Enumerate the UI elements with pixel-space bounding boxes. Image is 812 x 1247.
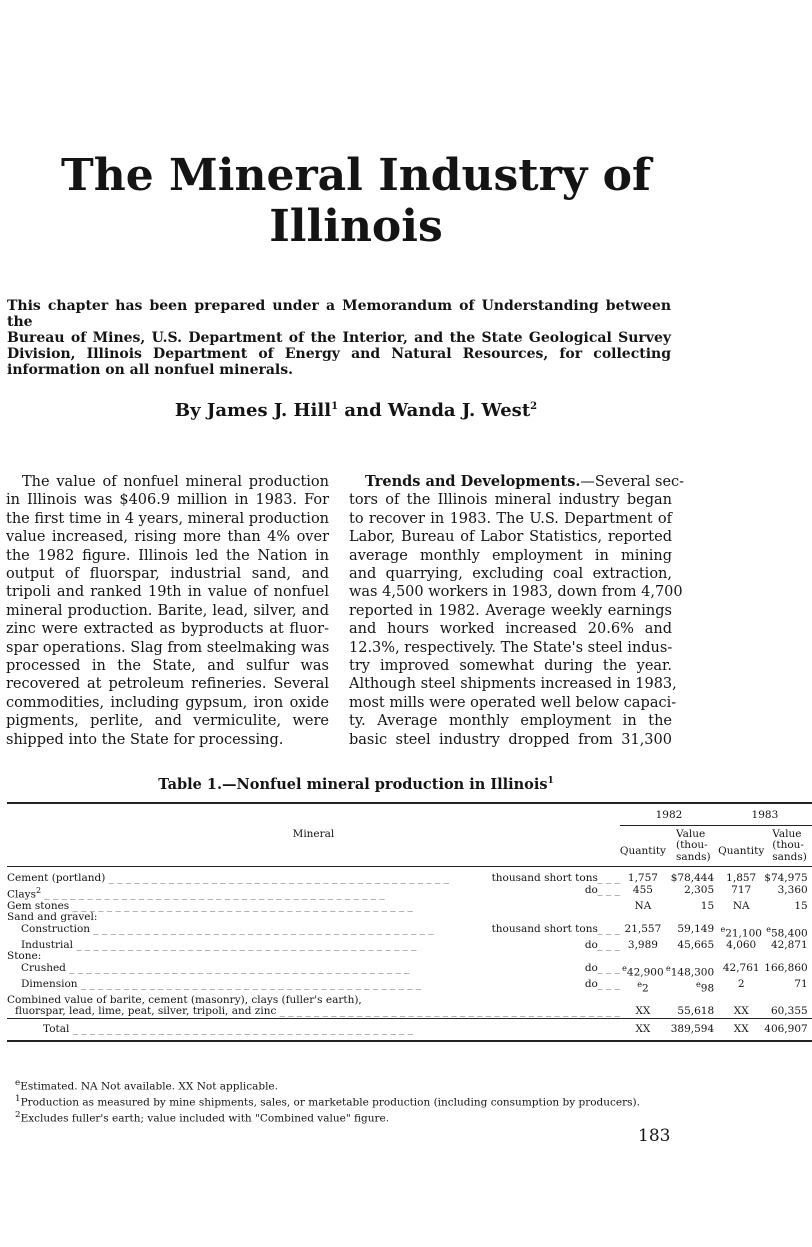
cell-q2: XX [733,1022,749,1035]
page-number: 183 [638,1126,671,1146]
intro-line: Bureau of Mines, U.S. Department of the Interior, and the State Geological Survey [7,330,671,346]
body-line: most mills were operated well below capaci- [349,694,677,711]
cell-v1: $^e$148,300 [665,963,715,978]
body-line: pigments, perlite, and vermiculite, were [6,713,329,730]
body-line: and hours worked increased 20.6% and [349,621,672,638]
cell-q1: 21,557 [624,922,662,935]
table-row [7,901,812,913]
table-caption-text: Table 1.—Nonfuel mineral production in Illinois [158,776,548,793]
body-line: ty. Average monthly employment in the [349,713,672,730]
body-line: try improved somewhat during the year. [349,658,672,675]
row-label: Gem stones _ _ _ _ _ _ _ _ _ _ _ _ _ _ _ _ _ _ _ _ _ _ _ _ _ _ _ _ _ _ _ _ _ _ _ _ _ _ _ _ [7,899,413,912]
row-unit: do _ _ _ [581,963,620,975]
cell-q1: $^e$2 [637,979,649,994]
cell-q2: NA [732,899,750,912]
body-line: recovered at petroleum refineries. Several [6,676,329,693]
cell-v1: 15 [700,899,715,912]
body-line: Labor, Bureau of Labor Statistics, reported [349,529,672,546]
cell-v2 [764,912,811,924]
table-footnotes [15,1077,640,1125]
body-line: processed in the State, and sulfur was [6,658,329,675]
body-line: the 1982 figure. Illinois led the Nation in [6,547,329,564]
row-label: Total _ _ _ _ _ _ _ _ _ _ _ _ _ _ _ _ _ _ _ _ _ _ _ _ _ _ _ _ _ _ _ _ _ _ _ _ _ _ _ _ [43,1022,413,1035]
row-label: Sand and gravel: [7,911,98,923]
cell-v1: $78,444 [670,872,715,884]
body-line: in Illinois was $406.9 million in 1983. For [6,492,329,509]
body-column-left [6,473,329,749]
cell-q2: 1,857 [726,872,757,884]
row-label: do _ _ _ Crushed _ _ _ _ _ _ _ _ _ _ _ _ _ _ _ _ _ _ _ _ _ _ _ _ _ _ _ _ _ _ _ _ _ _ _ _ _ _ _ _ [21,961,620,974]
table-row [7,867,812,885]
row-unit: do _ _ _ [581,940,620,952]
header-value: Value (thou- sands) [772,827,807,863]
body-line: Although steel shipments increased in 1983, [349,676,677,693]
cell-q2: $^e$21,100 [720,924,762,939]
intro-note [7,298,671,378]
table-row [7,979,812,995]
cell-v2: $^e$58,400 [766,924,808,939]
body-line: basic steel industry dropped from 31,300 [349,731,672,748]
byline-author-1: By James J. Hill [174,400,332,421]
row-label: Stone: [7,950,42,962]
body-line-first [349,473,685,491]
cell-v2: 15 [794,899,808,912]
cell-v2: $74,975 [764,872,808,884]
cell-v1: 59,149 [677,922,715,935]
table-row [7,963,812,979]
byline-author-2: and Wanda J. West [338,400,531,421]
body-line: value increased, rising more than 4% over [6,529,329,546]
title-line-2: Illinois [269,201,443,252]
table-row [7,1006,812,1018]
table-header-columns [7,825,812,867]
footnote: $^2$Excludes fuller's earth; value included with "Combined value" figure. [15,1110,390,1125]
header-year-1982: 1982 [620,803,718,825]
cell-q2: 4,060 [726,938,757,951]
cell-v2: 166,860 [764,961,808,974]
header-mineral: Mineral [292,828,335,840]
body-line: commodities, including gypsum, iron oxide [6,694,329,711]
section-heading: Trends and Developments. [365,473,581,490]
table-row [7,885,812,901]
table-row [7,924,812,940]
table-header-years [7,803,812,825]
body-line: tors of the Illinois mineral industry began [349,492,672,509]
body-line: —Several sec- [580,474,685,490]
header-quantity: Quantity [718,845,765,857]
cell-q1: XX [635,1005,651,1017]
cell-q2: 717 [731,883,752,896]
cell-q2 [718,912,764,924]
footnote: $^e$Estimated. NA Not available. XX Not applicable. [15,1078,278,1093]
body-line: spar operations. Slag from steelmaking was [6,639,330,656]
cell-v1: 2,305 [684,883,715,896]
cell-v1 [666,951,718,963]
table-body [7,867,812,1042]
cell-v1: $^e$98 [696,979,715,994]
body-line: and quarrying, excluding coal extraction, [349,566,672,583]
body-line: tripoli and ranked 19th in value of nonfuel [6,584,329,601]
mineral-production-table [7,802,812,1042]
page-title [0,150,712,252]
row-unit: do _ _ _ [581,885,620,897]
cell-q1 [620,951,666,963]
cell-q1: XX [635,1022,651,1035]
table-row [7,1018,812,1041]
body-line: the first time in 4 years, mineral production [6,510,330,527]
cell-v2: 42,871 [770,938,808,951]
header-quantity: Quantity [619,845,666,857]
body-line: 12.3%, respectively. The State's steel indus- [349,639,673,656]
cell-v2: 71 [794,977,808,990]
cell-q1: NA [634,899,652,912]
body-column-right [349,473,685,749]
body-line: shipped into the State for processing. [6,731,284,748]
body-line: reported in 1982. Average weekly earnings [349,602,672,619]
body-line: output of fluorspar, industrial sand, and [6,566,329,583]
cell-v1: 389,594 [670,1022,715,1035]
intro-line: This chapter has been prepared under a Memorandum of Understanding between the [7,298,671,330]
body-line: average monthly employment in mining [349,547,672,564]
title-line-1: The Mineral Industry of [61,150,651,201]
row-label: Combined value of barite, cement (masonry), clays (fuller's earth), [7,993,362,1006]
cell-v2: 406,907 [764,1022,808,1035]
table-caption [0,776,712,793]
cell-v1: 45,665 [677,938,715,951]
table-row [7,940,812,952]
body-line: mineral production. Barite, lead, silver, and [6,602,329,619]
row-label: thousand short tons _ _ _ Cement (portland) _ _ _ _ _ _ _ _ _ _ _ _ _ _ _ _ _ _ _ _ _ _ _ _ _ _ _ _ _ _ _ _ _ _ _ _ _ _ _ _ [7,872,620,884]
cell-v2: 60,355 [770,1005,808,1017]
byline-footnote-1: 1 [331,401,339,412]
cell-v2: 3,360 [777,883,808,896]
cell-q2: 42,761 [722,961,760,974]
footnote: $^1$Production as measured by mine shipments, sales, or marketable production (including consumption by producers). [15,1094,640,1109]
row-label: do _ _ _ Clays$^2$ _ _ _ _ _ _ _ _ _ _ _ _ _ _ _ _ _ _ _ _ _ _ _ _ _ _ _ _ _ _ _ _ _ _ _ _ _ _ _ _ [7,883,620,900]
cell-v1: 55,618 [677,1005,715,1017]
header-value: Value (thou- sands) [675,827,711,863]
row-label: do _ _ _ Dimension _ _ _ _ _ _ _ _ _ _ _ _ _ _ _ _ _ _ _ _ _ _ _ _ _ _ _ _ _ _ _ _ _ _ _ _ _ _ _ _ [21,977,620,990]
body-line: to recover in 1983. The U.S. Department of [349,510,672,527]
cell-q1: 455 [632,883,653,896]
row-unit: do _ _ _ [581,979,620,991]
row-unit: thousand short tons _ _ _ [488,924,620,936]
intro-line: information on all nonfuel minerals. [7,362,294,378]
byline-footnote-2: 2 [530,401,538,412]
row-label: thousand short tons _ _ _ Construction _ _ _ _ _ _ _ _ _ _ _ _ _ _ _ _ _ _ _ _ _ _ _ _ _ _ _ _ _ _ _ _ _ _ _ _ _ _ _ _ [21,922,620,935]
header-year-1983: 1983 [718,803,812,825]
cell-q2: XX [733,1005,749,1017]
table-caption-footnote: 1 [547,776,554,787]
row-unit: thousand short tons _ _ _ [488,873,620,885]
body-line: zinc were extracted as byproducts at fluor- [6,621,329,638]
cell-q2: 2 [737,977,745,990]
cell-q1: 3,989 [627,938,658,951]
body-line: The value of nonfuel mineral production [22,474,329,490]
row-label: do _ _ _ Industrial _ _ _ _ _ _ _ _ _ _ _ _ _ _ _ _ _ _ _ _ _ _ _ _ _ _ _ _ _ _ _ _ _ _ _ _ _ _ _ _ [21,938,620,951]
intro-line: Division, Illinois Department of Energy and Natural Resources, for collecting [7,346,671,362]
row-label: fluorspar, lead, lime, peat, silver, tripoli, and zinc _ _ _ _ _ _ _ _ _ _ _ _ _ _ _ _ _ _ _ _ _ _ _ _ _ _ _ _ _ _ _ _ _ _ _ _ _ _ _ _ [15,1005,620,1017]
cell-q1: 1,757 [627,872,658,884]
byline [0,400,712,421]
cell-q1: $^e$42,900 [622,963,664,978]
body-line: was 4,500 workers in 1983, down from 4,700 [349,584,683,601]
